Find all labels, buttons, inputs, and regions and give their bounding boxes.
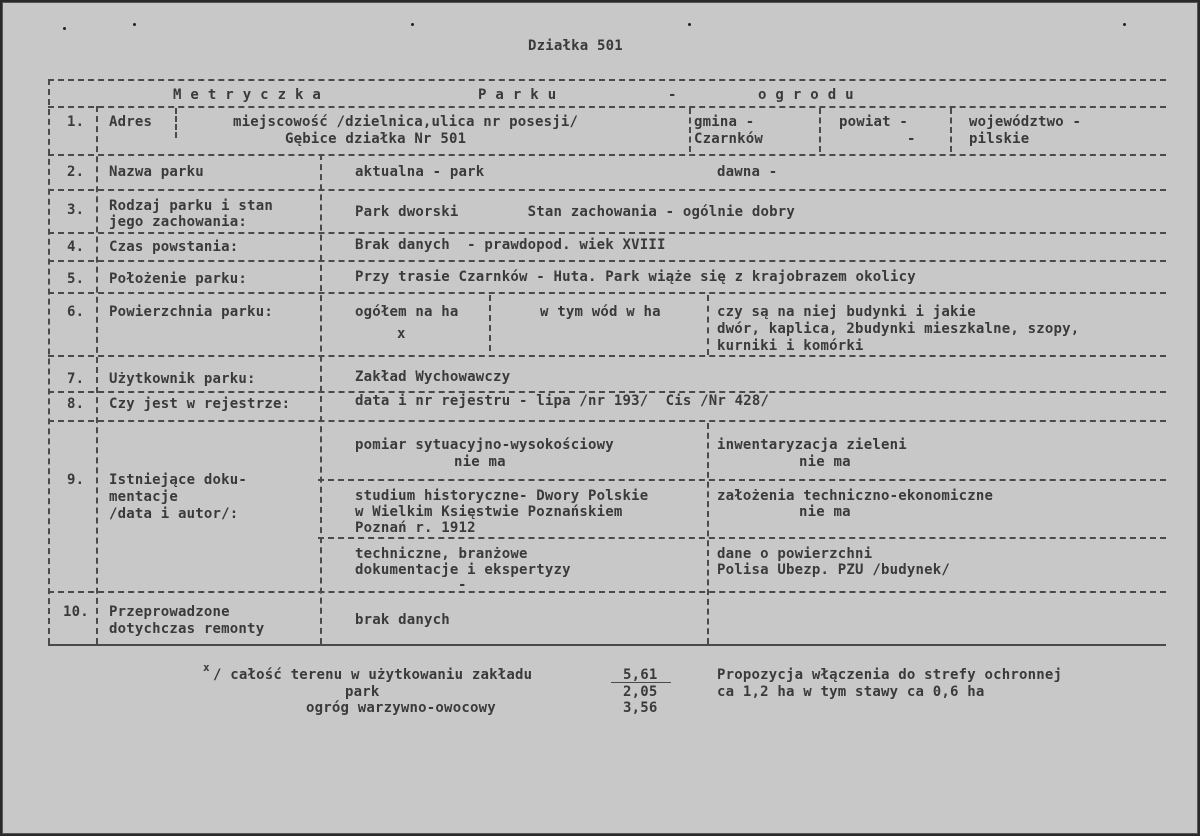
rule xyxy=(318,537,1166,539)
row-label: /data i autor/: xyxy=(109,506,239,522)
column-line xyxy=(819,108,821,152)
doc-historical: studium historyczne- Dwory Polskie xyxy=(355,488,649,504)
doc-inventory-status: nie ma xyxy=(799,454,851,470)
footnote-line: / całość terenu w użytkowaniu zakładu xyxy=(213,667,533,683)
buildings-text: czy są na niej budynki i jakie xyxy=(717,304,976,320)
row-number: 7. xyxy=(67,371,85,387)
rule xyxy=(48,420,1166,422)
row-label: Użytkownik parku: xyxy=(109,371,256,387)
buildings-text: dwór, kaplica, 2budynki mieszkalne, szopy, xyxy=(717,321,1080,337)
wojewodztwo-label: województwo - xyxy=(969,114,1082,130)
rule xyxy=(48,591,1166,593)
row-label: Nazwa parku xyxy=(109,164,204,180)
rule xyxy=(48,189,1166,191)
metryczka-card xyxy=(2,2,1198,834)
row-number: 8. xyxy=(67,396,85,412)
row-number: 10. xyxy=(63,604,89,620)
doc-historical: Poznań r. 1912 xyxy=(355,520,476,536)
column-line xyxy=(707,295,709,355)
row-number: 3. xyxy=(67,202,85,218)
column-line xyxy=(320,154,322,644)
punch-mark xyxy=(63,27,66,30)
header-ogrodu: ogrodu xyxy=(758,87,863,103)
header-dash: - xyxy=(668,87,677,103)
rule xyxy=(48,292,1166,294)
proposal-text: Propozycja włączenia do strefy ochronnej xyxy=(717,667,1063,683)
footnote-mark: x xyxy=(203,661,210,674)
rule xyxy=(48,79,1166,81)
punch-mark xyxy=(411,23,414,26)
doc-survey-status: nie ma xyxy=(454,454,506,470)
address-line: Gębice działka Nr 501 xyxy=(285,131,467,147)
punch-mark xyxy=(133,23,136,26)
doc-inventory: inwentaryzacja zieleni xyxy=(717,437,907,453)
user-value: Zakład Wychowawczy xyxy=(355,369,511,385)
footnote-value: 2,05 xyxy=(623,684,658,700)
rule xyxy=(48,154,1166,156)
row-number: 9. xyxy=(67,472,85,488)
rule xyxy=(48,260,1166,262)
doc-historical: w Wielkim Księstwie Poznańskiem xyxy=(355,504,623,520)
column-line xyxy=(689,108,691,152)
row-number: 5. xyxy=(67,271,85,287)
column-line xyxy=(707,423,709,644)
footnote-line: ogróg warzywno-owocowy xyxy=(306,700,496,716)
address-line: miejscowość /dzielnica,ulica nr posesji/ xyxy=(233,114,579,130)
park-type-value: Park dworski Stan zachowania - ogólnie dobry xyxy=(355,204,796,220)
row-label: mentacje xyxy=(109,489,179,505)
row-number: 2. xyxy=(67,164,85,180)
punch-mark xyxy=(1123,23,1126,26)
row-label: Położenie parku: xyxy=(109,271,248,287)
column-line xyxy=(489,295,491,351)
header-parku: Parku xyxy=(478,87,566,103)
column-line xyxy=(175,108,177,138)
row-label: Czy jest w rejestrze: xyxy=(109,396,291,412)
renovations-value: brak danych xyxy=(355,612,450,628)
gmina-value: Czarnków xyxy=(694,131,764,147)
row-label: Czas powstania: xyxy=(109,239,239,255)
row-label: Adres xyxy=(109,114,153,130)
creation-time-value: Brak danych - prawdopod. wiek XVIII xyxy=(355,237,666,253)
rule xyxy=(48,232,1166,234)
register-value: data i nr rejestru - lipa /nr 193/ Cis /Nr 428/ xyxy=(355,393,770,409)
page-title: Działka 501 xyxy=(528,38,623,54)
row-label: jego zachowania: xyxy=(109,214,248,230)
doc-technical: techniczne, branżowe xyxy=(355,546,528,562)
doc-technical: dokumentacje i ekspertyzy xyxy=(355,562,571,578)
row-label: Przeprowadzone xyxy=(109,604,230,620)
water-area-label: w tym wód w ha xyxy=(540,304,661,320)
doc-tech-econ-status: nie ma xyxy=(799,504,851,520)
doc-survey: pomiar sytuacyjno-wysokościowy xyxy=(355,437,614,453)
header-metryczka: Metryczka xyxy=(173,87,330,103)
doc-area-data: dane o powierzchni xyxy=(717,546,873,562)
row-label: Istniejące doku- xyxy=(109,472,248,488)
powiat-label: powiat - xyxy=(839,114,909,130)
column-line xyxy=(96,106,98,644)
park-name-current: aktualna - park xyxy=(355,164,485,180)
proposal-text: ca 1,2 ha w tym stawy ca 0,6 ha xyxy=(717,684,985,700)
powiat-value: - xyxy=(907,131,916,147)
rule xyxy=(318,479,1166,481)
footnote-value: 3,56 xyxy=(623,700,658,716)
row-label: Powierzchnia parku: xyxy=(109,304,273,320)
rule xyxy=(48,106,1166,108)
rule xyxy=(48,644,1166,646)
area-total-label: ogółem na ha xyxy=(355,304,459,320)
area-total-value: x xyxy=(397,326,406,342)
rule xyxy=(48,355,1166,357)
sum-underline xyxy=(611,682,671,683)
footnote-line: park xyxy=(345,684,380,700)
buildings-text: kurniki i komórki xyxy=(717,338,864,354)
row-number: 1. xyxy=(67,114,85,130)
row-number: 6. xyxy=(67,304,85,320)
gmina-label: gmina - xyxy=(694,114,755,130)
wojewodztwo-value: pilskie xyxy=(969,131,1030,147)
footnote-value: 5,61 xyxy=(623,667,658,683)
row-number: 4. xyxy=(67,239,85,255)
column-line xyxy=(48,79,50,644)
park-name-former: dawna - xyxy=(717,164,778,180)
location-value: Przy trasie Czarnków - Huta. Park wiąże się z krajobrazem okolicy xyxy=(355,269,916,285)
doc-technical: - xyxy=(458,577,467,593)
punch-mark xyxy=(688,23,691,26)
column-line xyxy=(950,108,952,152)
row-label: Rodzaj parku i stan xyxy=(109,198,273,214)
doc-tech-econ: założenia techniczno-ekonomiczne xyxy=(717,488,994,504)
row-label: dotychczas remonty xyxy=(109,621,265,637)
doc-area-data: Polisa Ubezp. PZU /budynek/ xyxy=(717,562,950,578)
